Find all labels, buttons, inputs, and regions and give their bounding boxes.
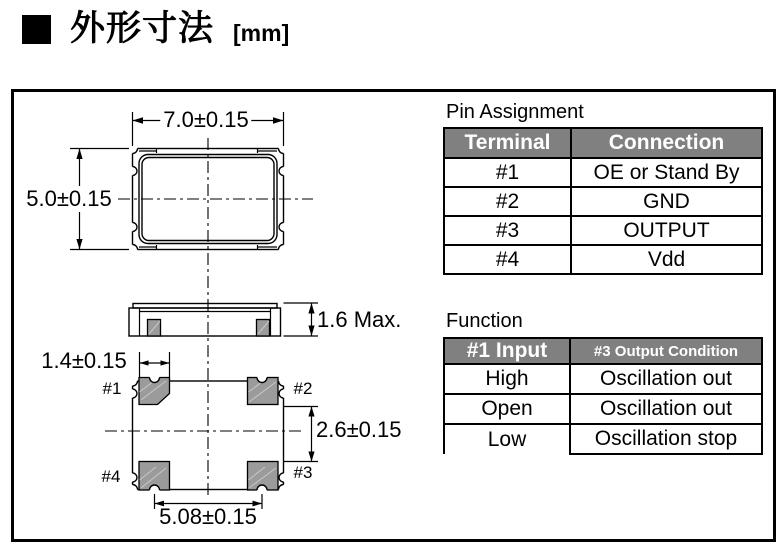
pad-1-label: #1 <box>102 379 122 398</box>
pad-2-label: #2 <box>293 379 313 398</box>
function-input-cell: Low <box>444 424 570 454</box>
table-row <box>444 364 762 394</box>
table-row <box>444 216 762 245</box>
table-row <box>444 394 762 424</box>
dim-pad-width-label: 1.4±0.15 <box>41 348 127 373</box>
function-header-input: #1 Input <box>444 338 570 364</box>
page-title-text: 外形寸法 <box>70 9 215 48</box>
table-row <box>444 245 762 274</box>
function-table <box>443 337 763 455</box>
function-output-cell: Oscillation stop <box>570 424 762 454</box>
page-title-unit: [mm] <box>233 20 290 46</box>
dim-pad-gap-label: 2.6±0.15 <box>316 417 402 442</box>
function-heading: Function <box>446 310 523 332</box>
pin-table-header-connection: Connection <box>571 128 762 158</box>
pin-terminal-cell: #4 <box>444 245 571 274</box>
pin-connection-cell: OE or Stand By <box>571 158 762 187</box>
pin-connection-cell: GND <box>571 187 762 216</box>
dim-pad-pitch-label: 5.08±0.15 <box>159 504 257 529</box>
pin-assignment-heading: Pin Assignment <box>446 101 584 123</box>
dim-width-label: 7.0±0.15 <box>160 107 251 133</box>
function-header-output: #3 Output Condition <box>570 338 762 364</box>
table-row <box>444 158 762 187</box>
side-view-drawing <box>129 304 281 337</box>
pad-3-label: #3 <box>293 463 313 482</box>
pin-connection-cell: Vdd <box>571 245 762 274</box>
pin-table-header-terminal: Terminal <box>444 128 571 158</box>
dim-thickness-label: 1.6 Max. <box>317 307 402 332</box>
pin-connection-cell: OUTPUT <box>571 216 762 245</box>
function-input-cell: Open <box>444 394 570 424</box>
pin-terminal-cell: #1 <box>444 158 571 187</box>
table-row <box>444 187 762 216</box>
centerlines <box>102 138 313 497</box>
function-output-cell: Oscillation out <box>570 364 762 394</box>
pin-assignment-table <box>443 127 763 275</box>
dim-height-label: 5.0±0.15 <box>23 186 114 212</box>
pin-table-header-row <box>444 128 762 158</box>
function-output-cell: Oscillation out <box>570 394 762 424</box>
pad-4-label: #4 <box>101 467 121 486</box>
pin-terminal-cell: #3 <box>444 216 571 245</box>
pin-terminal-cell: #2 <box>444 187 571 216</box>
function-table-header-row <box>444 338 762 364</box>
function-input-cell: High <box>444 364 570 394</box>
table-row <box>444 424 762 454</box>
